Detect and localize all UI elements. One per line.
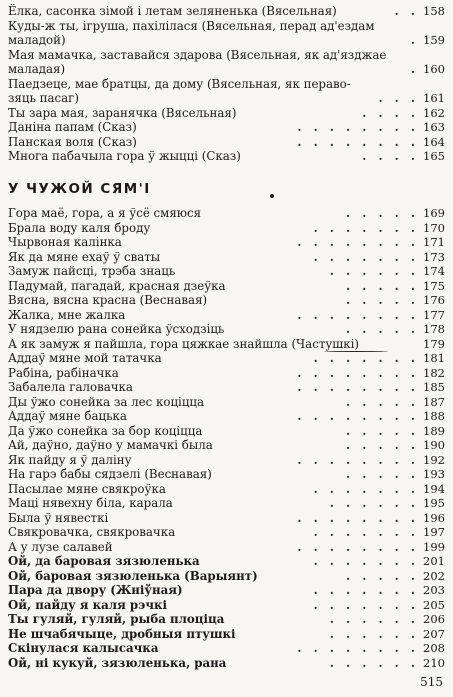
- toc-entry: [8, 598, 445, 613]
- toc-entry-page: 210: [423, 655, 445, 670]
- toc-leader-dots: . . . . .: [346, 206, 419, 220]
- toc-entry: [8, 77, 445, 106]
- toc-entry: [8, 554, 445, 569]
- toc-entry-title: Ой, ні кукуй, зязюленька, рана: [8, 655, 227, 670]
- toc-leader-dots: . . . . . .: [329, 655, 419, 670]
- toc-entry: [8, 525, 445, 540]
- toc-entry-title: Пара да двору (Жніўная): [8, 583, 183, 597]
- toc-entry-page: 178: [423, 322, 445, 336]
- toc-leader-dots: . . . . .: [346, 467, 419, 481]
- toc-entry-page: 205: [423, 597, 445, 612]
- toc-entry-page: 193: [423, 467, 445, 481]
- toc-entry-page: 160: [423, 62, 445, 76]
- toc-entry: [8, 279, 445, 294]
- toc-entry-page: 159: [423, 33, 445, 47]
- toc-entry: [8, 612, 445, 627]
- toc-leader-dots: . . . . . . . .: [297, 510, 419, 525]
- toc-entry: [8, 380, 445, 395]
- toc-entry: [8, 221, 445, 236]
- toc-entry-page: 176: [423, 293, 445, 307]
- toc-entry-page: 169: [423, 206, 445, 220]
- toc-leader-dots: . .: [394, 4, 419, 18]
- toc-entry-title: Брала воду каля броду: [8, 220, 151, 235]
- toc-entry-title: Ёлка, сасонка зімой і летам зеляненька (Вясельная): [8, 4, 337, 18]
- toc-entry-title: Рабіна, рабіначка: [8, 365, 119, 380]
- toc-leader-dots: . . . . . . .: [313, 249, 419, 264]
- toc-entry-title: Аддаў мяне бацька: [8, 409, 127, 423]
- toc-entry-page: 161: [423, 91, 445, 105]
- toc-leader-dots: . . . . .: [346, 438, 419, 452]
- toc-entry-title: Была ў нявесткі: [8, 510, 109, 525]
- toc-entry-title: Панская воля (Сказ): [8, 134, 137, 149]
- page-number: 515: [420, 675, 443, 689]
- toc-entry: [8, 496, 445, 511]
- toc-entry-title: Ты гуляй, гуляй, рыба плоціца: [8, 612, 225, 626]
- toc-entry-page: 207: [423, 626, 445, 641]
- toc-leader-dots: . . . . .: [346, 322, 419, 336]
- toc-entry-title: Ай, даўно, даўно у мамачкі была: [8, 438, 213, 452]
- toc-entry-title: Маці нявехну біла, карала: [8, 496, 173, 510]
- toc-leader-dots: . . . . . .: [329, 264, 419, 278]
- toc-leader-dots: . . . . .: [346, 423, 419, 438]
- toc-entry-title: Свякровачка, свякровачка: [8, 525, 176, 539]
- toc-entry: [8, 627, 445, 642]
- toc-entry: [8, 322, 445, 337]
- toc-entry-page: 185: [423, 380, 445, 394]
- toc-entry-title: Чырвоная калінка: [8, 235, 122, 249]
- toc-entry-page: 162: [423, 105, 445, 120]
- toc-leader-dots: . . . . .: [346, 278, 419, 293]
- toc-entry: [8, 453, 445, 468]
- toc-leader-dots: . . . . . . .: [313, 554, 419, 568]
- toc-leader-dots: . . . . . . . .: [297, 235, 419, 249]
- toc-leader-dots: . . . . . .: [329, 496, 419, 510]
- toc-leader-dots: . . . . .: [346, 293, 419, 307]
- toc-entry: [8, 293, 445, 308]
- toc-entry-title: Даніна папам (Сказ): [8, 120, 137, 134]
- toc-entry-title: Жалка, мне жалка: [8, 307, 126, 322]
- toc-entry: [8, 540, 445, 555]
- toc-entry-page: 199: [423, 539, 445, 554]
- toc-leader-dots: . . . . . . . .: [297, 452, 419, 467]
- toc-entry-title: Ты зара мая, заранячка (Вясельная): [8, 105, 237, 120]
- toc-entry-title: Як да мяне ехаў ў сваты: [8, 249, 161, 264]
- toc-entry-page: 187: [423, 394, 445, 409]
- toc-leader-dots: . . . . . . . .: [297, 409, 419, 423]
- toc-leader-dots: . . . . . . .: [313, 597, 419, 612]
- toc-entry: [8, 149, 445, 164]
- toc-entry-page: 182: [423, 365, 445, 380]
- toc-leader-dots: .: [410, 33, 419, 47]
- toc-entry: [8, 409, 445, 424]
- toc-leader-dots: . . . . . . .: [313, 481, 419, 496]
- toc-entry-title: Вясна, вясна красна (Веснавая): [8, 293, 208, 307]
- toc-leader-dots: . . . .: [362, 149, 419, 163]
- toc-leader-dots: . . . . .: [346, 568, 419, 583]
- toc-entry-title: Як пайду я ў даліну: [8, 452, 132, 467]
- toc-entry: [8, 4, 445, 19]
- toc-entry-title: Аддаў мяне мой татачка: [8, 351, 162, 365]
- toc-leader-dots: . . . . . . .: [313, 525, 419, 539]
- toc-entry-title: Пасылае мяне свякроўка: [8, 481, 166, 496]
- toc-entry: [8, 366, 445, 381]
- toc-list-family-songs: [8, 206, 445, 670]
- toc-entry: [8, 135, 445, 150]
- toc-leader-dots: . . . . . . . .: [297, 365, 419, 380]
- toc-entry-title: У нядзелю рана сонейка ўсходзіць: [8, 322, 225, 336]
- toc-leader-dots: . . . . . . . .: [297, 307, 419, 322]
- toc-entry-page: 195: [423, 496, 445, 510]
- toc-entry-title: Гора маё, гора, а я ўсё смяюся: [8, 206, 202, 220]
- toc-entry: [8, 308, 445, 323]
- toc-entry: [8, 395, 445, 410]
- toc-entry-page: 192: [423, 452, 445, 467]
- toc-entry-page: 171: [423, 235, 445, 249]
- handwritten-underline-mark: [324, 350, 388, 352]
- toc-entry: [8, 511, 445, 526]
- toc-entry-title: А як замуж я пайшла, гора цяжкае знайшла (Частушкі): [8, 336, 359, 351]
- toc-entry-page: 206: [423, 612, 445, 626]
- toc-entry-page: 197: [423, 525, 445, 539]
- toc-leader-dots: . . .: [378, 91, 419, 105]
- toc-entry: [8, 424, 445, 439]
- toc-leader-dots: . . . . . . . .: [297, 134, 419, 149]
- toc-entry: [8, 120, 445, 135]
- toc-entry-page: 170: [423, 220, 445, 235]
- toc-entry: [8, 264, 445, 279]
- toc-leader-dots: . . . . . .: [329, 612, 419, 626]
- toc-leader-dots: . . . . . . . .: [297, 380, 419, 394]
- toc-entry-title: Ой, да баровая зязюленька: [8, 554, 200, 568]
- toc-entry: [8, 106, 445, 121]
- ink-dot-mark: [270, 194, 274, 198]
- toc-leader-dots: . . . . . . .: [313, 351, 419, 365]
- toc-entry-title: На гарэ бабы сядзелі (Веснавая): [8, 467, 212, 481]
- toc-leader-dots: . . . . .: [346, 394, 419, 409]
- toc-entry-page: 188: [423, 409, 445, 423]
- toc-entry: [8, 583, 445, 598]
- toc-entry-page: 190: [423, 438, 445, 452]
- toc-entry-page: 179: [423, 336, 445, 351]
- toc-entry-page: 201: [423, 554, 445, 568]
- toc-entry: [8, 569, 445, 584]
- toc-entry-title: Замуж пайсці, трэба знаць: [8, 264, 176, 278]
- toc-entry-title: Падумай, пагадай, красная дзеўка: [8, 278, 226, 293]
- toc-entry-page: 202: [423, 568, 445, 583]
- toc-entry: [8, 438, 445, 453]
- toc-entry-title: Скінулася калысачка: [8, 641, 159, 655]
- toc-entry: [8, 482, 445, 497]
- toc-entry-title: Ой, пайду я каля рэчкі: [8, 597, 167, 612]
- toc-entry-page: 158: [423, 4, 445, 18]
- toc-entry-title: Ой, баровая зязюленька (Варыянт): [8, 568, 258, 583]
- toc-entry-page: 203: [423, 583, 445, 597]
- toc-entry-title: Не шчабячыце, дробныя птушкі: [8, 626, 236, 641]
- toc-entry: [8, 351, 445, 366]
- toc-entry: [8, 250, 445, 265]
- toc-entry: [8, 337, 445, 352]
- toc-entry-page: 174: [423, 264, 445, 278]
- toc-entry: [8, 641, 445, 656]
- toc-entry-page: 196: [423, 510, 445, 525]
- toc-leader-dots: . . . . . . .: [313, 583, 419, 597]
- toc-leader-dots: . . . .: [362, 105, 419, 120]
- toc-entry: [8, 656, 445, 671]
- toc-entry: [8, 48, 445, 77]
- toc-leader-dots: . . . . . . . .: [297, 641, 419, 655]
- toc-entry-page: 181: [423, 351, 445, 365]
- toc-entry-title: Паедзеце, мае братцы, да дому (Вясельная, як пераво- зяць пасаг): [8, 76, 355, 105]
- toc-list-wedding-songs: [8, 4, 445, 164]
- toc-entry-page: 163: [423, 120, 445, 134]
- toc-entry-title: Ды ўжо сонейка за лес коціцца: [8, 394, 205, 409]
- toc-entry-title: Куды-ж ты, ігруша, пахілілася (Вясельная, перад ад'ездам маладой): [8, 18, 379, 47]
- toc-leader-dots: . . . . . . . .: [297, 120, 419, 134]
- toc-entry-page: 164: [423, 134, 445, 149]
- toc-entry-title: Да ўжо сонейка за бор коціцца: [8, 423, 203, 438]
- toc-entry: [8, 467, 445, 482]
- toc-entry-page: 173: [423, 249, 445, 264]
- toc-leader-dots: . . . . . . . .: [297, 539, 419, 554]
- toc-entry-title: Многа пабачыла гора ў жыцці (Сказ): [8, 149, 241, 163]
- toc-leader-dots: . . . . . . .: [313, 220, 419, 235]
- toc-entry: [8, 206, 445, 221]
- toc-entry-page: 175: [423, 278, 445, 293]
- toc-entry-page: 208: [423, 641, 445, 655]
- toc-entry: [8, 19, 445, 48]
- toc-entry-page: 189: [423, 423, 445, 438]
- section-heading: У ЧУЖОЙ СЯМ'І: [8, 181, 151, 197]
- toc-entry-page: 194: [423, 481, 445, 496]
- toc-leader-dots: . . . . . .: [329, 626, 419, 641]
- toc-entry-title: Мая мамачка, заставайся здарова (Вясельная, як ад'язджае маладая): [8, 47, 391, 76]
- toc-entry-page: 177: [423, 307, 445, 322]
- toc-leader-dots: .: [410, 62, 419, 76]
- toc-entry-title: Забалела галовачка: [8, 380, 133, 394]
- toc-entry-page: 165: [423, 149, 445, 163]
- toc-entry: [8, 235, 445, 250]
- toc-entry-title: А у лузе салавей: [8, 539, 113, 554]
